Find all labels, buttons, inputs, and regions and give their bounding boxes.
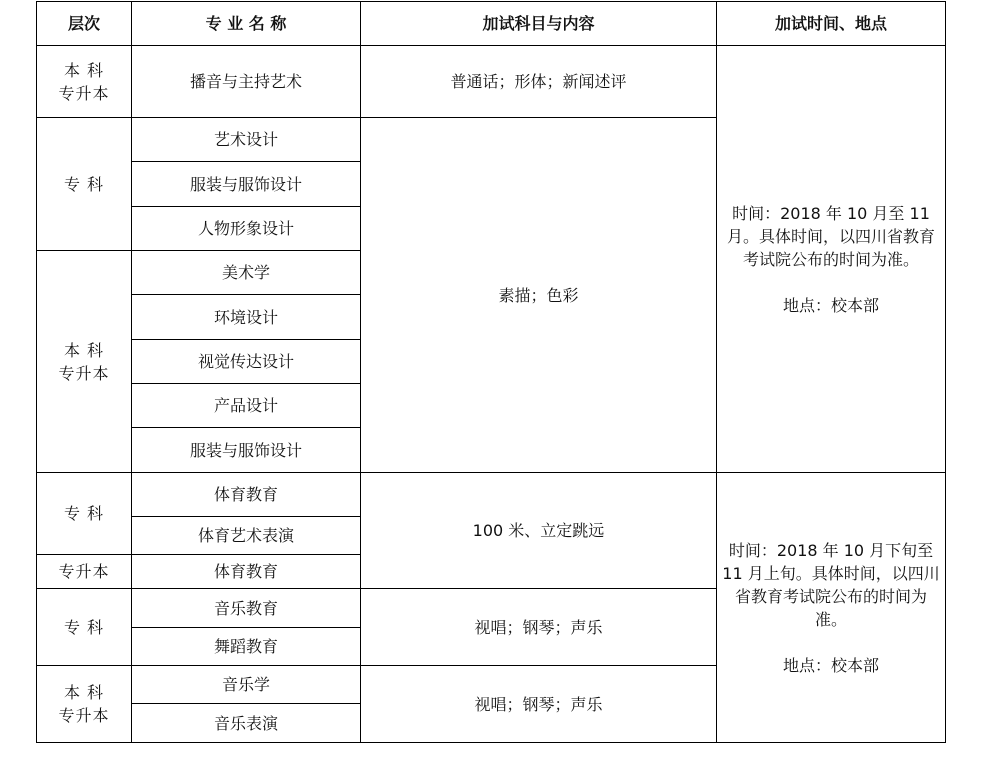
major-cell: 音乐教育 xyxy=(132,589,361,628)
level-cell: 本 科 专升本 xyxy=(37,251,132,473)
time-text-1: 时间：2018 年 10 月至 11 月。具体时间，以四川省教育考试院公布的时间为准。 xyxy=(726,203,935,269)
table-row xyxy=(37,46,946,118)
subjects-cell: 普通话；形体；新闻述评 xyxy=(361,46,717,118)
time-place-cell-1 xyxy=(717,46,946,473)
header-level: 层次 xyxy=(37,2,132,46)
level-cell: 专 科 xyxy=(37,473,132,555)
major-cell: 美术学 xyxy=(132,251,361,295)
major-cell: 人物形象设计 xyxy=(132,207,361,251)
header-subjects: 加试科目与内容 xyxy=(361,2,717,46)
major-cell: 体育艺术表演 xyxy=(132,517,361,555)
header-row xyxy=(37,2,946,46)
major-cell: 播音与主持艺术 xyxy=(132,46,361,118)
major-cell: 环境设计 xyxy=(132,295,361,340)
place-text-2: 地点：校本部 xyxy=(782,655,879,675)
time-place-cell-2 xyxy=(717,473,946,743)
time-text-2: 时间：2018 年 10 月下旬至 11 月上旬。具体时间，以四川省教育考试院公布的时间为准。 xyxy=(722,540,940,629)
subjects-cell: 100 米、立定跳远 xyxy=(361,473,717,589)
subjects-cell: 视唱；钢琴；声乐 xyxy=(361,666,717,743)
subjects-cell: 视唱；钢琴；声乐 xyxy=(361,589,717,666)
subjects-cell: 素描；色彩 xyxy=(361,118,717,473)
header-time-place: 加试时间、地点 xyxy=(717,2,946,46)
major-cell: 体育教育 xyxy=(132,555,361,589)
major-cell: 音乐表演 xyxy=(132,704,361,743)
header-major: 专 业 名 称 xyxy=(132,2,361,46)
level-cell: 专升本 xyxy=(37,555,132,589)
major-cell: 体育教育 xyxy=(132,473,361,517)
major-cell: 舞蹈教育 xyxy=(132,628,361,666)
major-cell: 视觉传达设计 xyxy=(132,340,361,384)
major-cell: 服装与服饰设计 xyxy=(132,428,361,473)
major-cell: 产品设计 xyxy=(132,384,361,428)
level-cell: 专 科 xyxy=(37,118,132,251)
schedule-table xyxy=(36,1,946,743)
table-row xyxy=(37,473,946,517)
major-cell: 音乐学 xyxy=(132,666,361,704)
major-cell: 艺术设计 xyxy=(132,118,361,162)
major-cell: 服装与服饰设计 xyxy=(132,162,361,207)
level-cell: 本 科 专升本 xyxy=(37,46,132,118)
level-cell: 专 科 xyxy=(37,589,132,666)
place-text-1: 地点：校本部 xyxy=(782,295,879,315)
level-cell: 本 科 专升本 xyxy=(37,666,132,743)
